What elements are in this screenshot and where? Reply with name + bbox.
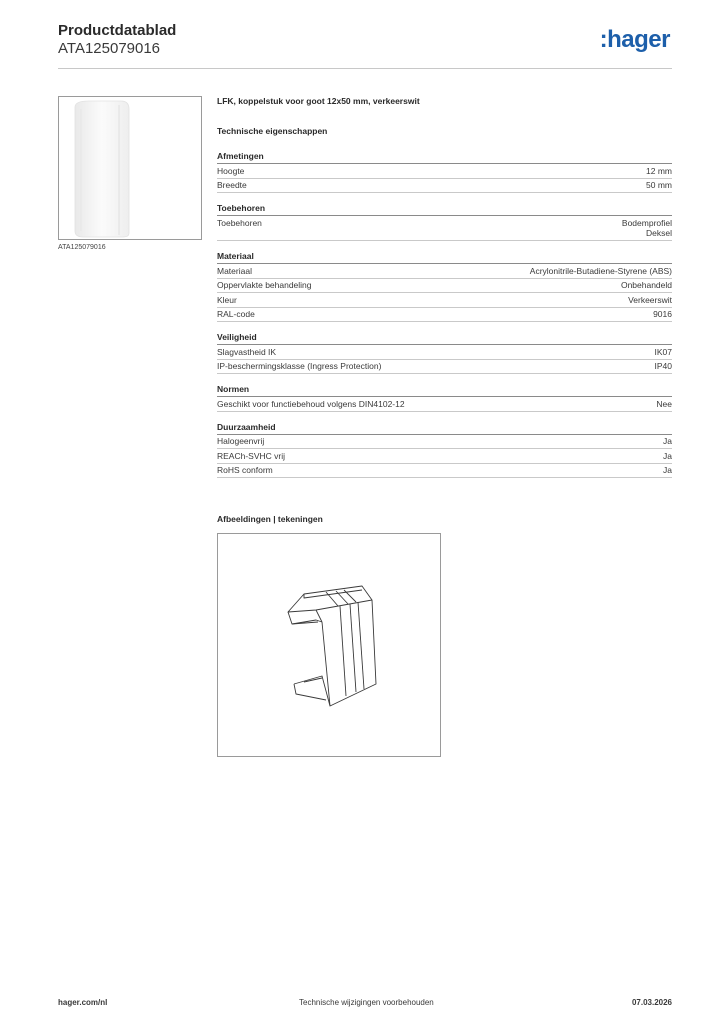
spec-value-line: Bodemprofiel [621, 217, 672, 228]
spec-row [217, 264, 672, 279]
photo-caption: ATA125079016 [58, 244, 106, 251]
spec-value: Ja [663, 465, 672, 475]
technical-drawing [217, 533, 441, 757]
product-photo [58, 96, 202, 240]
footer-date: 07.03.2026 [631, 998, 672, 1007]
page-header [58, 20, 672, 68]
hager-logo: :hager [599, 26, 670, 53]
spec-row [217, 308, 672, 323]
spec-value-line: Deksel [646, 228, 672, 238]
footer-website-link[interactable]: hager.com/nl [58, 998, 108, 1007]
section-afmetingen [217, 151, 672, 193]
section-title: Duurzaamheid [217, 422, 672, 435]
section-normen [217, 384, 672, 412]
spec-label: IP-beschermingsklasse (Ingress Protection) [217, 361, 382, 371]
spec-row [217, 345, 672, 360]
spec-label: Geschikt voor functiebehoud volgens DIN4102-12 [217, 398, 405, 409]
spec-label: Slagvastheid IK [217, 346, 277, 357]
section-veiligheid [217, 332, 672, 374]
spec-label: Breedte [217, 180, 247, 190]
spec-label: Hoogte [217, 165, 245, 176]
spec-value: 9016 [653, 309, 672, 319]
spec-label: RoHS conform [217, 465, 273, 475]
spec-value: IP40 [654, 361, 672, 371]
spec-row [217, 464, 672, 479]
spec-value [622, 218, 672, 239]
spec-row [217, 449, 672, 464]
product-code: ATA125079016 [58, 40, 161, 57]
spec-label: RAL-code [217, 309, 255, 319]
spec-value: Acrylonitrile-Butadiene-Styrene (ABS) [529, 265, 672, 276]
section-materiaal [217, 251, 672, 322]
footer-disclaimer: Technische wijzigingen voorbehouden [299, 998, 434, 1007]
section-title: Toebehoren [217, 203, 672, 216]
coupler-line-drawing [218, 534, 440, 756]
section-title: Afmetingen [217, 151, 672, 164]
section-duurzaamheid [217, 422, 672, 479]
technical-properties-heading: Technische eigenschappen [217, 126, 328, 136]
product-details [217, 96, 672, 488]
spec-value: Nee [656, 398, 672, 409]
spec-value: 12 mm [646, 165, 672, 176]
spec-value: Verkeerswit [628, 294, 672, 305]
section-title: Veiligheid [217, 332, 672, 345]
spec-label: Materiaal [217, 265, 252, 276]
figures-heading: Afbeeldingen | tekeningen [217, 514, 323, 524]
spec-row [217, 397, 672, 412]
spec-label: Kleur [217, 294, 237, 305]
product-photo-image [59, 97, 201, 239]
spec-value: 50 mm [646, 180, 672, 190]
document-title: Productdatablad [58, 22, 177, 39]
spec-value: Ja [663, 436, 672, 446]
spec-label: Toebehoren [217, 217, 262, 228]
spec-row [217, 293, 672, 308]
spec-label: Halogeenvrij [217, 436, 265, 446]
section-toebehoren [217, 203, 672, 241]
product-description: LFK, koppelstuk voor goot 12x50 mm, verkeerswit [217, 96, 420, 106]
spec-row [217, 435, 672, 450]
section-title: Normen [217, 384, 672, 397]
spec-row [217, 216, 672, 241]
spec-label: Oppervlakte behandeling [217, 280, 312, 290]
header-divider [58, 68, 672, 69]
spec-row [217, 164, 672, 179]
spec-value: Onbehandeld [620, 280, 672, 290]
spec-label: REACh-SVHC vrij [217, 450, 286, 461]
spec-row [217, 179, 672, 194]
spec-value: IK07 [654, 346, 672, 357]
spec-value: Ja [663, 450, 672, 461]
spec-row [217, 360, 672, 375]
spec-row [217, 279, 672, 294]
section-title: Materiaal [217, 251, 672, 264]
